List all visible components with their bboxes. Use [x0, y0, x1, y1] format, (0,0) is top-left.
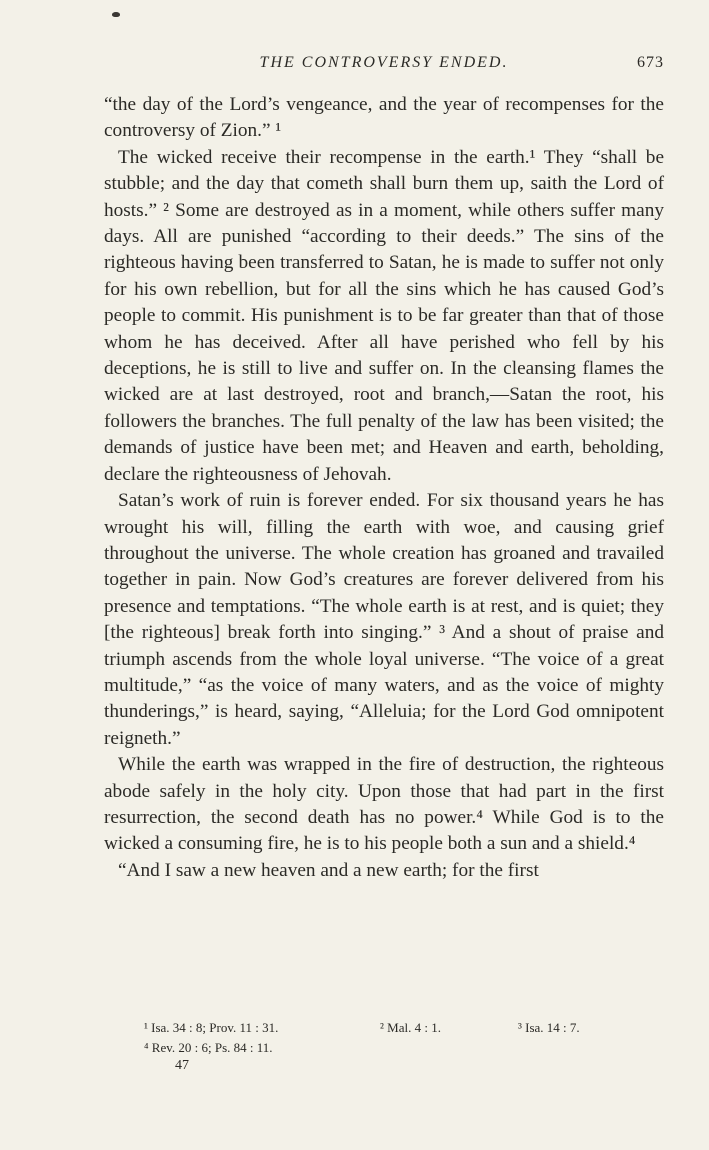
paragraph-2: The wicked receive their recompense in the earth.¹ They “shall be stubble; and the day that cometh shall burn them up, saith the Lord of hosts.” ² Some are destroyed as in a moment, while others suffer many days. All are punished “according to their deeds.” The sins of the righteous having been transferred to Satan, he is made to suffer not only for his own rebellion, but for all the sins which he has caused God’s people to commit. His punishment is to be far greater than that of those whom he has deceived. After all have perished who fell by his deceptions, he is still to live and suffer on. In the cleansing flames the wicked are at last destroyed, root and branch,—Satan the root, his followers the branches. The full penalty of the law has been visited; the demands of justice have been met; and Heaven and earth, beholding, declare the righteousness of Jehovah.	[104, 146, 664, 485]
footnote-2: ² Mal. 4 : 1.	[380, 1020, 441, 1035]
footnotes	[144, 1018, 624, 1058]
footnote-row	[144, 1038, 624, 1058]
page-header	[104, 52, 664, 76]
footnote-row	[144, 1018, 624, 1038]
footnote-1: ¹ Isa. 34 : 8; Prov. 11 : 31.	[144, 1020, 279, 1035]
paragraph-3: Satan’s work of ruin is forever ended. For six thousand years he has wrought his will, filling the earth with woe, and causing grief throughout the universe. The whole creation has groaned and travailed together in pain. Now God’s creatures are forever delivered from his presence and temptations. “The whole earth is at rest, and is quiet; they [the righteous] break forth into singing.” ³ And a shout of praise and triumph ascends from the whole loyal universe. “The voice of a great multitude,” “as the voice of many waters, and as the voice of mighty thunderings,” is heard, saying, “Alleluia; for the Lord God omnipotent reigneth.”	[104, 490, 664, 749]
footnote-3: ³ Isa. 14 : 7.	[518, 1020, 580, 1035]
paragraph-5: “And I saw a new heaven and a new earth; for the first	[118, 859, 539, 881]
paragraph-4: While the earth was wrapped in the fire of destruction, the righteous abode safely in the holy city. Upon those that had part in the first resurrection, the second death has no power.⁴ While God is to the wicked a consuming fire, he is to his people both a sun and a shield.⁴	[104, 754, 664, 855]
running-title: THE CONTROVERSY ENDED.	[259, 54, 509, 71]
ink-speck	[112, 12, 120, 17]
paragraph-1: “the day of the Lord’s vengeance, and the year of recompenses for the controversy of Zion.” ¹	[104, 94, 664, 142]
page-number: 673	[637, 54, 664, 71]
body-text	[104, 92, 664, 884]
signature-mark: 47	[175, 1058, 189, 1073]
footnote-4: ⁴ Rev. 20 : 6; Ps. 84 : 11.	[144, 1040, 273, 1055]
